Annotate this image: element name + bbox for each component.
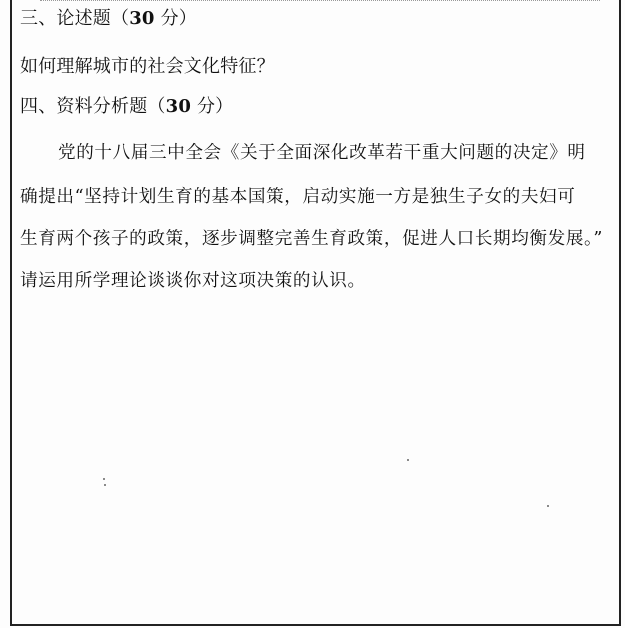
section4-heading-suffix: 分） <box>191 96 234 117</box>
scan-speck <box>547 505 549 507</box>
section4-heading-score: 30 <box>165 96 192 117</box>
paragraph-line-3: 生育两个孩子的政策，逐步调整完善生育政策，促进人口长期均衡发展。” <box>20 229 603 249</box>
section3-heading-score: 30 <box>129 8 155 29</box>
scan-speck <box>104 484 106 486</box>
section3-heading-suffix: 分） <box>154 8 197 29</box>
paragraph-line-2: 确提出“坚持计划生育的基本国策，启动实施一方是独生子女的夫妇可 <box>20 187 576 207</box>
section4-heading <box>20 96 233 118</box>
section3-heading <box>20 8 197 30</box>
section3-question: 如何理解城市的社会文化特征？ <box>20 56 275 77</box>
scan-top-edge <box>40 0 600 3</box>
scan-speck <box>407 459 409 461</box>
section3-heading-prefix: 三、论述题（ <box>20 8 130 29</box>
paragraph-line-1: 党的十八届三中全会《关于全面深化改革若干重大问题的决定》明 <box>58 143 586 163</box>
page-border <box>10 0 621 626</box>
paragraph-line-4: 请运用所学理论谈谈你对这项决策的认识。 <box>20 271 366 291</box>
section4-heading-prefix: 四、资料分析题（ <box>20 96 166 117</box>
scan-speck <box>103 478 105 480</box>
